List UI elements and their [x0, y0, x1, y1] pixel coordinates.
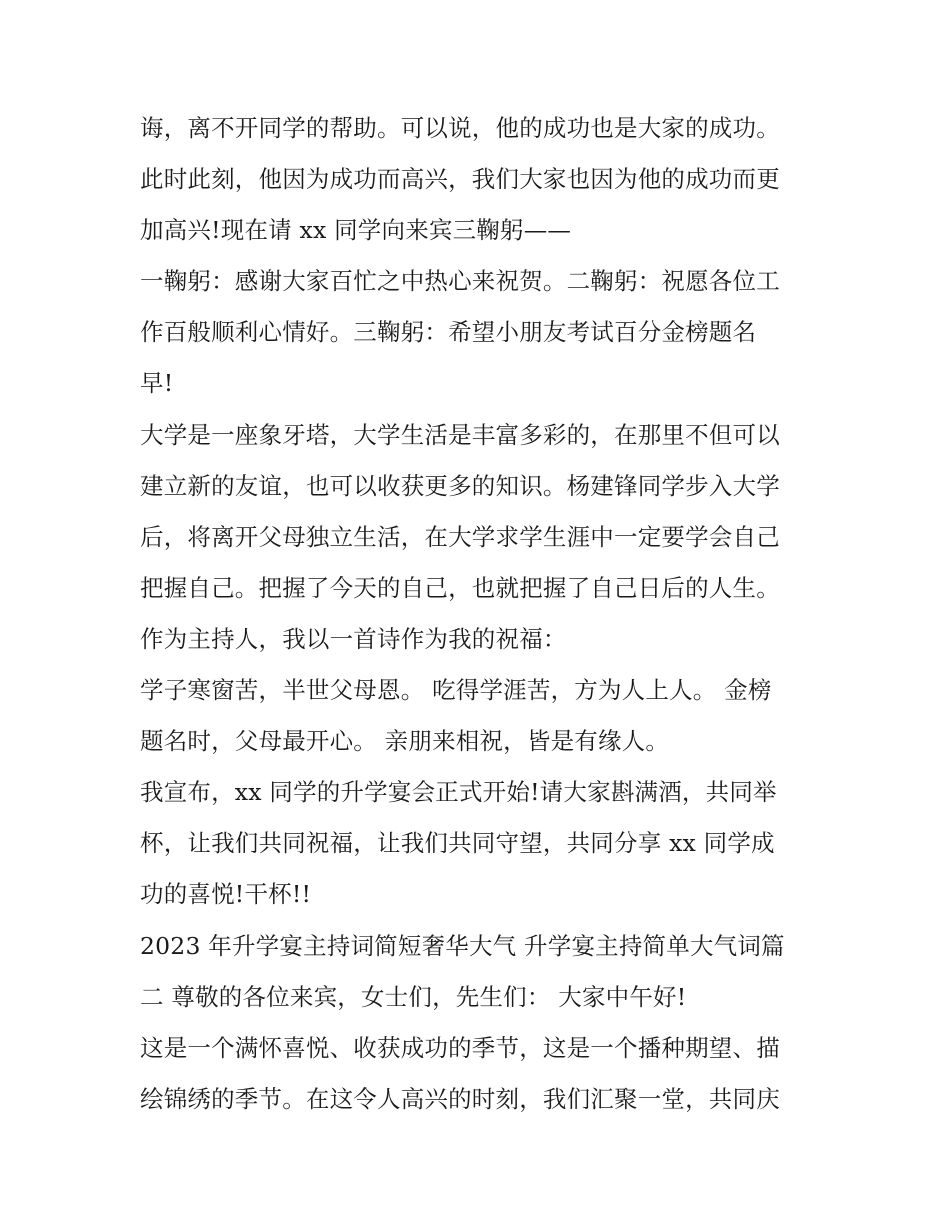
section-heading-line: 2023 年升学宴主持词简短奢华大气 升学宴主持简单大气词篇	[140, 931, 785, 960]
text-line: 功的喜悦!干杯!!	[140, 880, 312, 909]
text-line: 建立新的友谊，也可以收获更多的知识。杨建锋同学步入大学	[140, 471, 780, 500]
section-heading-line: 二 尊敬的各位来宾，女士们，先生们： 大家中午好!	[140, 982, 687, 1011]
text-line: 此时此刻，他因为成功而高兴，我们大家也因为他的成功而更	[140, 165, 780, 194]
text-line: 诲，离不开同学的帮助。可以说，他的成功也是大家的成功。	[140, 114, 780, 142]
text-line: 早!	[140, 369, 174, 398]
text-line: 后，将离开父母独立生活，在大学求学生涯中一定要学会自己	[140, 522, 780, 551]
text-line: 把握自己。把握了今天的自己，也就把握了自己日后的人生。	[140, 573, 780, 602]
text-line: 学子寒窗苦，半世父母恩。 吃得学涯苦，方为人上人。 金榜	[140, 676, 772, 705]
text-line: 加高兴!现在请 xx 同学向来宾三鞠躬——	[140, 216, 572, 245]
document-body	[140, 103, 820, 1125]
text-line: 绘锦绣的季节。在这令人高兴的时刻，我们汇聚一堂，共同庆	[140, 1084, 780, 1113]
text-line: 作为主持人，我以一首诗作为我的祝福：	[140, 624, 567, 653]
text-line: 我宣布，xx 同学的升学宴会正式开始!请大家斟满酒，共同举	[140, 778, 777, 807]
text-line: 作百般顺利心情好。三鞠躬：希望小朋友考试百分金榜题名	[140, 318, 757, 347]
text-line: 杯，让我们共同祝福，让我们共同守望，共同分享 xx 同学成	[140, 829, 775, 858]
text-line: 一鞠躬：感谢大家百忙之中热心来祝贺。二鞠躬：祝愿各位工	[140, 267, 780, 296]
text-line: 大学是一座象牙塔，大学生活是丰富多彩的，在那里不但可以	[140, 420, 780, 449]
text-line: 题名时，父母最开心。 亲朋来相祝，皆是有缘人。	[140, 727, 670, 756]
text-line: 这是一个满怀喜悦、收获成功的季节，这是一个播种期望、描	[140, 1033, 780, 1062]
